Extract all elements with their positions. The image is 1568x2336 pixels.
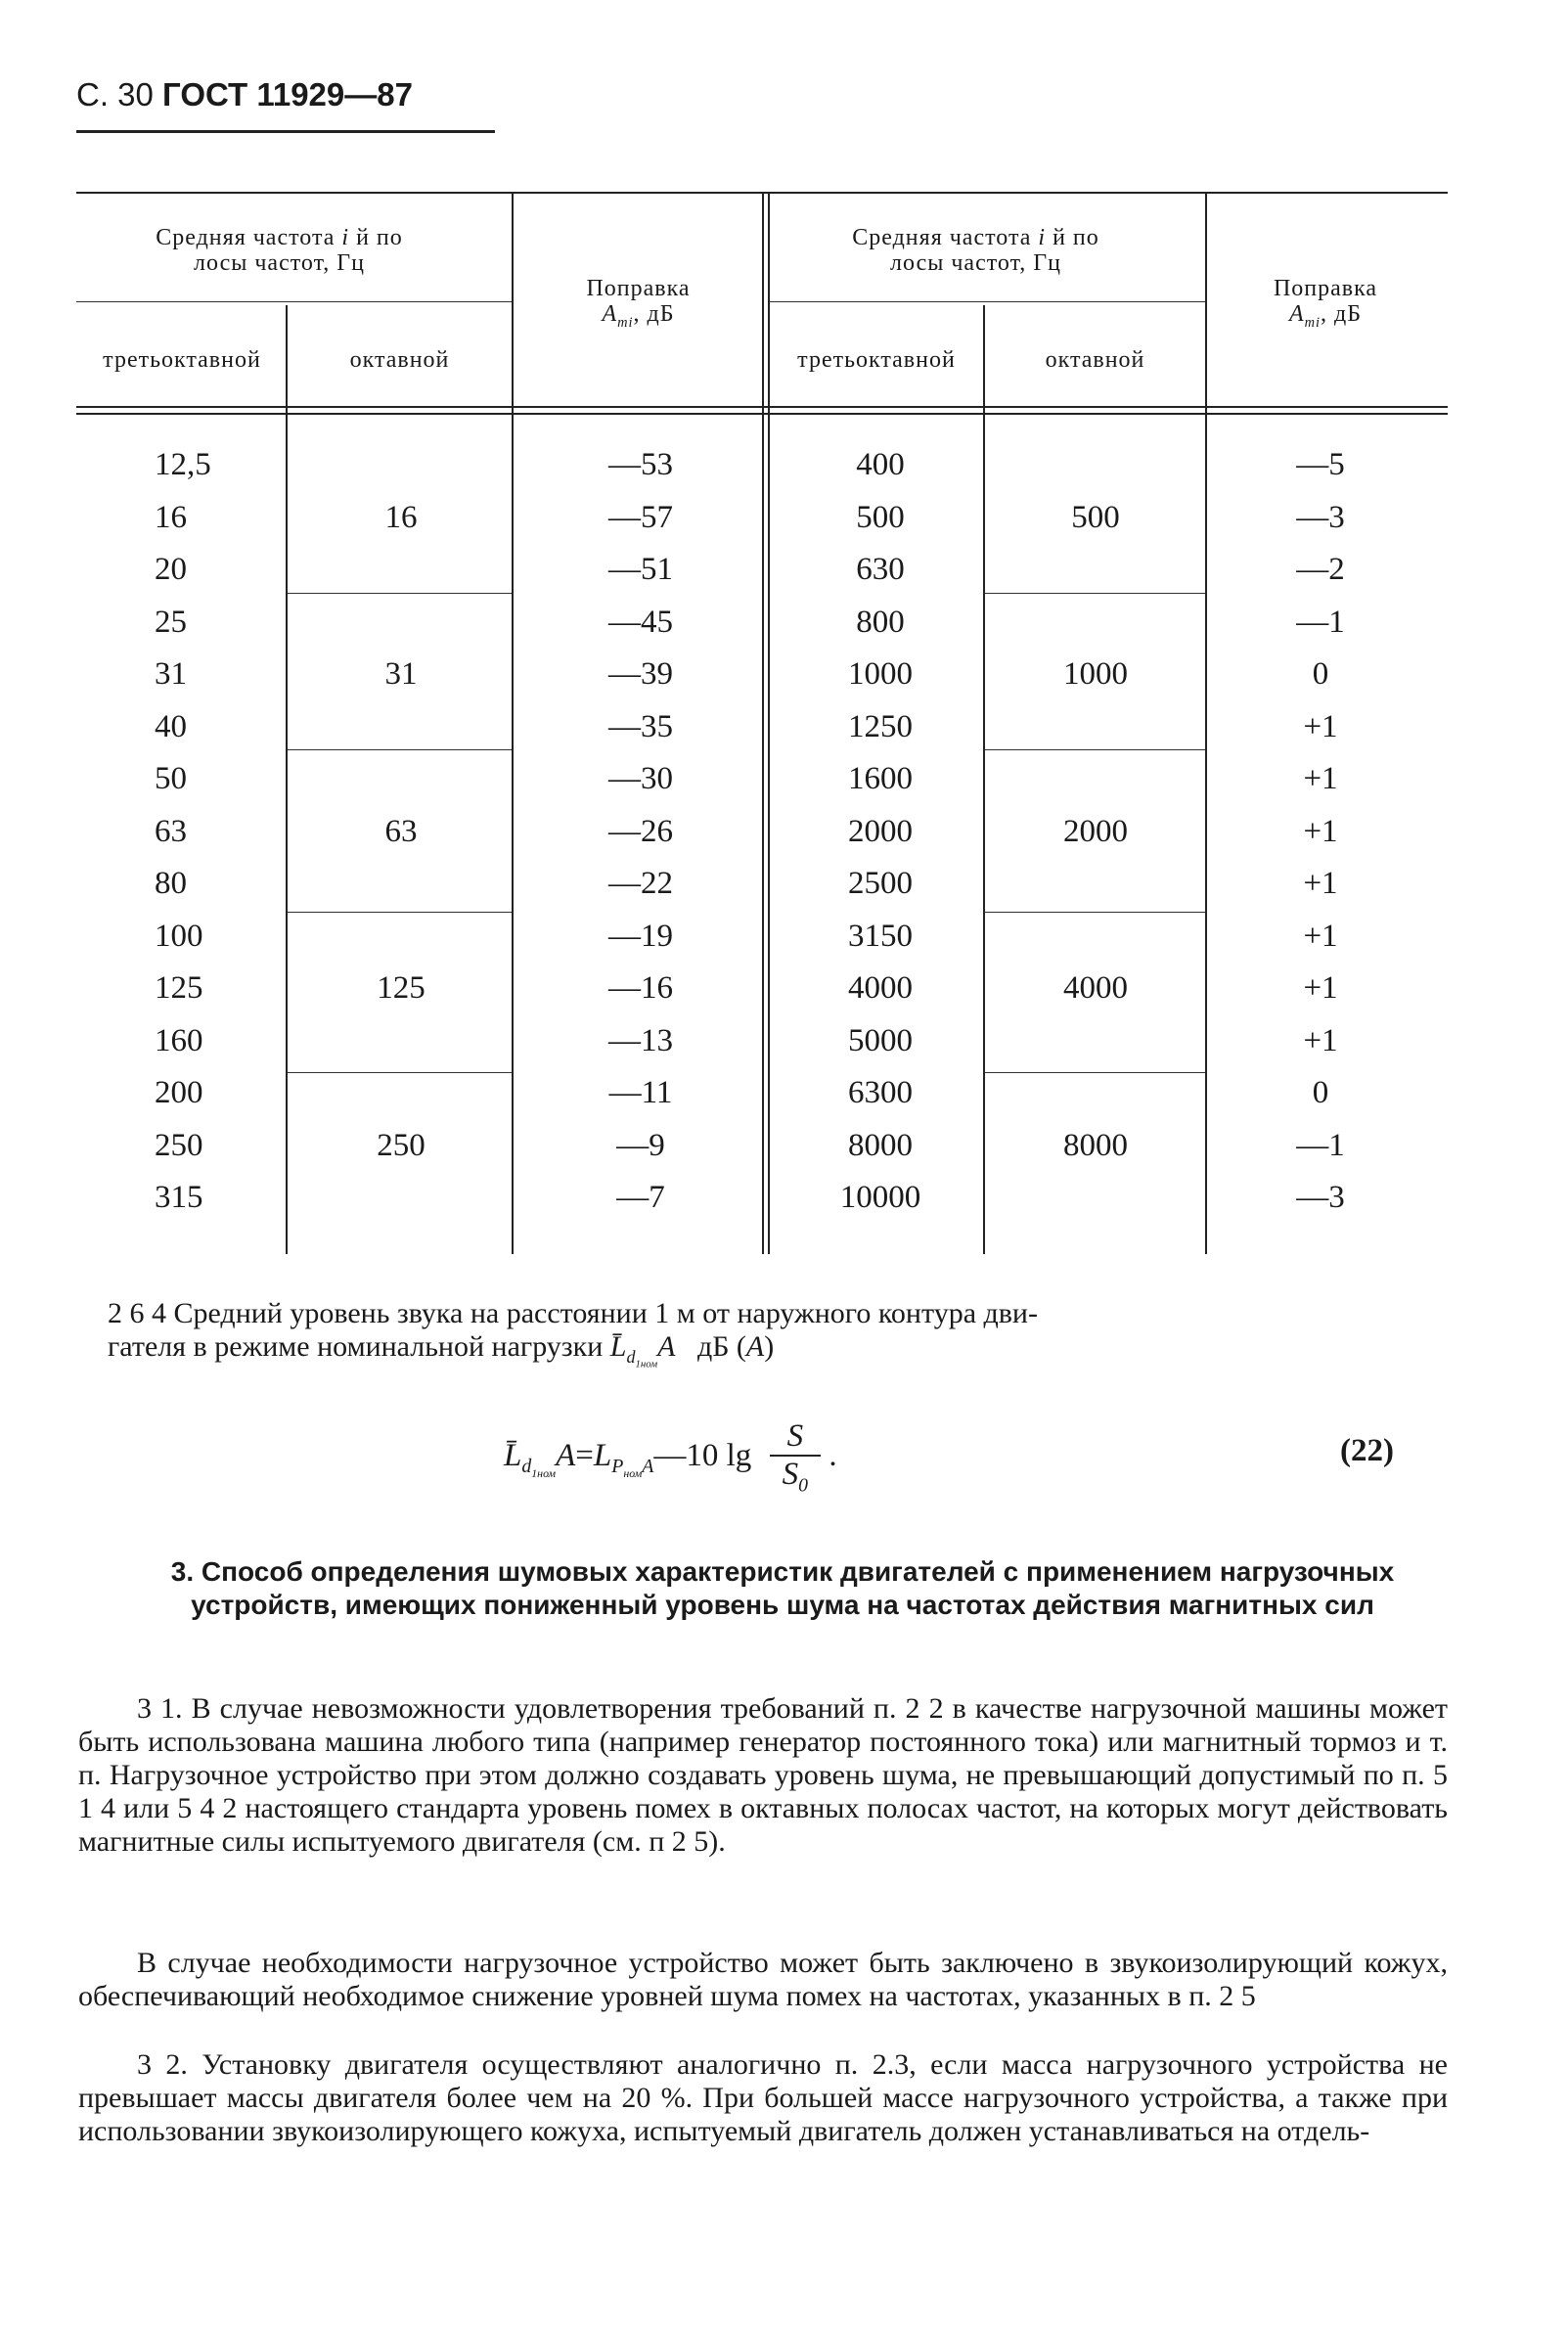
header-third-octave-left: третьоктавной — [103, 347, 261, 373]
cell-correction-right: +1 — [1303, 708, 1338, 744]
cell-octave-left: 125 — [377, 970, 426, 1006]
cell-third-octave-left: 12,5 — [155, 447, 211, 482]
octave-group-rule — [985, 593, 1205, 594]
cell-third-octave-right: 630 — [856, 552, 905, 587]
cell-third-octave-left: 200 — [155, 1075, 203, 1110]
cell-correction-left: —16 — [608, 970, 673, 1006]
col-divider-3a — [762, 194, 764, 1254]
header-octave-right: октавной — [1045, 347, 1145, 373]
header-mean-frequency-left: Средняя частота i й по лосы частот, Гц — [156, 225, 403, 276]
page-number: С. 30 — [76, 76, 154, 112]
octave-group-rule — [985, 1072, 1205, 1073]
cell-correction-left: —53 — [608, 447, 673, 482]
cell-third-octave-right: 4000 — [848, 970, 913, 1006]
cell-third-octave-right: 1600 — [848, 761, 913, 796]
cell-correction-right: —3 — [1296, 499, 1345, 535]
cell-octave-right: 1000 — [1063, 656, 1128, 692]
octave-group-rule — [288, 1072, 512, 1073]
paragraph-3-1: 3 1. В случае невозможности удовлетворения требований п. 2 2 в качестве нагрузочной машины может быть использована машина любого типа (например генератор постоянного тока) или магнитный тормоз и т. п. Нагрузочное устройство при этом должно создавать уровень шума, не превышающий допустимый по п. 5 1 4 или 5 4 2 настоящего стандарта уровень помех в октавных полосах частот, на которых могут действовать магнитные силы испытуемого двигателя (см. п 2 5). — [78, 1692, 1448, 1858]
cell-third-octave-right: 1000 — [848, 656, 913, 692]
cell-third-octave-left: 160 — [155, 1022, 203, 1058]
cell-octave-right: 500 — [1071, 499, 1120, 535]
cell-third-octave-right: 2500 — [848, 866, 913, 901]
cell-correction-left: —35 — [608, 708, 673, 744]
cell-correction-left: —51 — [608, 552, 673, 587]
cell-octave-left: 250 — [377, 1127, 426, 1163]
cell-third-octave-right: 500 — [856, 499, 905, 535]
cell-correction-right: +1 — [1303, 866, 1338, 901]
cell-correction-left: —22 — [608, 866, 673, 901]
cell-correction-right: —3 — [1296, 1180, 1345, 1215]
cell-third-octave-right: 8000 — [848, 1127, 913, 1163]
header-octave-left: октавной — [349, 347, 450, 373]
cell-correction-left: —45 — [608, 604, 673, 640]
formula-22: $L̄_{d_{1ном}}A=L_{P_{ном}A}—10$ lg $\frac{S}{S_0}$ . — [504, 1418, 837, 1497]
cell-third-octave-right: 400 — [856, 447, 905, 482]
header-correction-right: Поправка $A_{mi}$, дБ — [1273, 276, 1378, 331]
cell-correction-right: —2 — [1296, 552, 1345, 587]
octave-group-rule — [288, 593, 512, 594]
cell-correction-right: +1 — [1303, 761, 1338, 796]
cell-octave-right: 2000 — [1063, 813, 1128, 849]
subheader-rule-left — [76, 301, 512, 302]
cell-correction-left: —7 — [616, 1180, 665, 1215]
standard-number: ГОСТ 11929—87 — [162, 76, 413, 112]
cell-third-octave-left: 125 — [155, 970, 203, 1006]
header-correction-left: Поправка $A_{mi}$, дБ — [586, 276, 691, 331]
cell-third-octave-left: 50 — [155, 761, 187, 796]
octave-group-rule — [288, 912, 512, 913]
col-divider-2 — [512, 194, 514, 1254]
subheader-rule-right — [770, 301, 1205, 302]
cell-correction-left: —39 — [608, 656, 673, 692]
octave-group-rule — [985, 749, 1205, 750]
paragraph-2-6-4-text: 2 6 4 Средний уровень звука на расстоянии 1 м от наружного контура дви- гателя в режиме номинальной нагрузки $L̄_{d_{1ном}}A$ дБ (A) — [108, 1297, 1038, 1370]
cell-third-octave-right: 800 — [856, 604, 905, 640]
cell-correction-left: —57 — [608, 499, 673, 535]
cell-octave-left: 16 — [384, 499, 418, 535]
cell-correction-right: 0 — [1312, 1075, 1329, 1110]
cell-correction-left: —9 — [616, 1127, 665, 1163]
cell-correction-left: —26 — [608, 813, 673, 849]
page-header — [76, 76, 413, 113]
octave-group-rule — [288, 749, 512, 750]
header-third-octave-right: третьоктавной — [797, 347, 956, 373]
cell-third-octave-left: 16 — [155, 499, 187, 535]
cell-correction-right: 0 — [1312, 656, 1329, 692]
cell-octave-left: 63 — [384, 813, 418, 849]
cell-third-octave-left: 40 — [155, 708, 187, 744]
cell-correction-left: —11 — [608, 1075, 673, 1110]
formula-number: (22) — [1340, 1433, 1394, 1468]
cell-correction-right: +1 — [1303, 1022, 1338, 1058]
cell-correction-right: —5 — [1296, 447, 1345, 482]
cell-octave-right: 4000 — [1063, 970, 1128, 1006]
cell-third-octave-right: 1250 — [848, 708, 913, 744]
cell-third-octave-left: 31 — [155, 656, 187, 692]
header-mean-frequency-right: Средняя частота i й по лосы частот, Гц — [852, 225, 1099, 276]
cell-third-octave-right: 3150 — [848, 918, 913, 954]
cell-correction-right: +1 — [1303, 970, 1338, 1006]
cell-correction-right: —1 — [1296, 1127, 1345, 1163]
octave-group-rule — [985, 912, 1205, 913]
cell-third-octave-left: 63 — [155, 813, 187, 849]
cell-third-octave-right: 10000 — [839, 1180, 921, 1215]
col-divider-1 — [286, 305, 288, 1254]
cell-third-octave-left: 80 — [155, 866, 187, 901]
paragraph-2-6-4 — [108, 1297, 1448, 1381]
header-rule — [76, 130, 495, 133]
cell-third-octave-left: 100 — [155, 918, 203, 954]
cell-correction-left: —30 — [608, 761, 673, 796]
cell-third-octave-left: 20 — [155, 552, 187, 587]
cell-third-octave-left: 315 — [155, 1180, 203, 1215]
col-divider-5 — [1205, 194, 1207, 1254]
cell-correction-right: +1 — [1303, 813, 1338, 849]
paragraph-3-2: 3 2. Установку двигателя осуществляют аналогично п. 2.3, если масса нагрузочного устройства не превышает массы двигателя более чем на 20 %. При большей массе нагрузочного устройства, а также при использовании звукоизолирующего кожуха, испытуемый двигатель должен устанавливаться на отдель- — [78, 2048, 1448, 2147]
paragraph-3-1-b: В случае необходимости нагрузочное устройство может быть заключено в звукоизолирующий кожух, обеспечивающий необходимое снижение уровней шума помех на частотах, указанных в п. 2 5 — [78, 1947, 1448, 2012]
cell-third-octave-right: 5000 — [848, 1022, 913, 1058]
cell-third-octave-right: 2000 — [848, 813, 913, 849]
cell-correction-right: —1 — [1296, 604, 1345, 640]
section-title: 3. Способ определения шумовых характеристик двигателей с применением нагрузочных устройств, имеющих пониженный уровень шума на частотах действия магнитных сил — [170, 1556, 1395, 1620]
cell-correction-left: —19 — [608, 918, 673, 954]
cell-correction-left: —13 — [608, 1022, 673, 1058]
cell-correction-right: +1 — [1303, 918, 1338, 954]
cell-third-octave-left: 250 — [155, 1127, 203, 1163]
cell-third-octave-left: 25 — [155, 604, 187, 640]
cell-octave-left: 31 — [384, 656, 418, 692]
cell-third-octave-right: 6300 — [848, 1075, 913, 1110]
cell-octave-right: 8000 — [1063, 1127, 1128, 1163]
